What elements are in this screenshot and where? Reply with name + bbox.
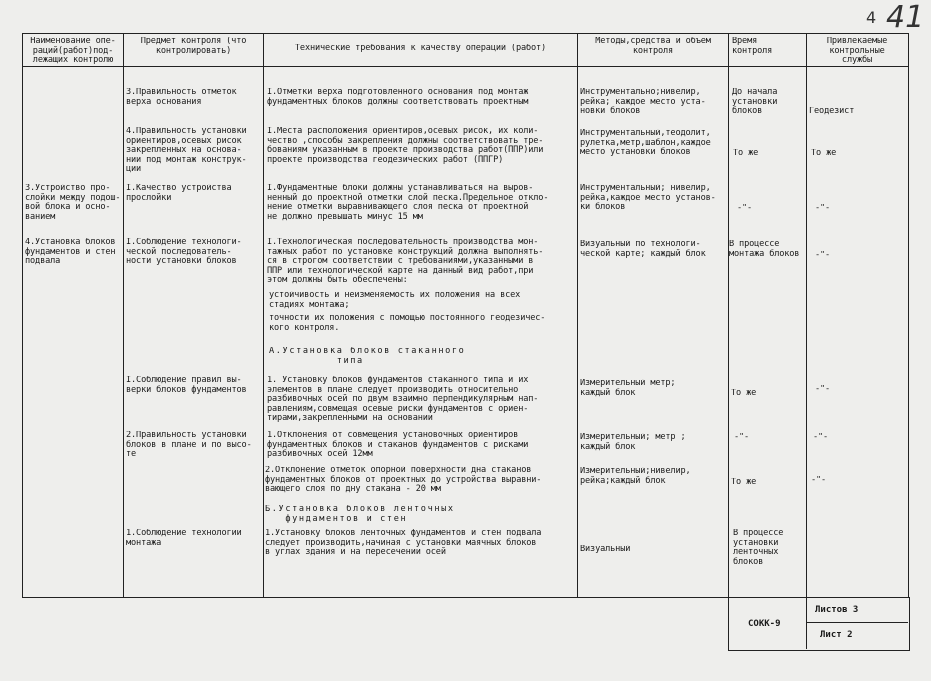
r6-service: -"- (813, 433, 829, 442)
r2-time: То же (733, 149, 759, 158)
r3-operation: 3.Устройство про- слойки между подош- вой блока и осно- ванием (25, 184, 121, 222)
r6-subject: 2.Правильность установки блоков в плане и по высо- те (126, 431, 252, 460)
r4-requirement: I.Технологическая последовательность производства мон- тажных работ по установке конструкций должна выполнять- ся в строгом соответствии с требованиями,указанными в ППР или технологической карте на данный вид работ,при этом должны быть обеспечены: (267, 238, 544, 286)
section-a-heading: А.Установка блоков стаканного типа (269, 347, 466, 366)
r5-subject: I.Соблюдение правил вы- верки блоков фундаментов (126, 376, 247, 395)
header-requirements: Технические требования к качеству операций (работ) (294, 44, 547, 53)
header-services: Привлекаемые контрольные службы (826, 37, 888, 66)
sheet-mark: 4 (866, 8, 877, 27)
section-b-heading: Б.Установка блоков ленточных фундаментов и стен (265, 505, 455, 524)
r2-service: То же (811, 149, 837, 158)
r4-requirement-3: точности их положения с помощью постоянного геодезичес- кого контроля. (269, 314, 546, 333)
header-operation: Наименование опе- раций(работ)под- лежащих контролю (30, 37, 116, 66)
r4-subject: I.Соблюдение технологи- ческой последователь- ности установки блоков (126, 238, 242, 267)
col-divider-0 (22, 33, 23, 597)
r8-method: Визуальный (580, 545, 631, 554)
r2-requirement: I.Места расположения ориентиров,осевых рисок, их коли- чество ,способы закрепления должны соответствовать тре- бованиям указанным в проекте производства работ(ППР)или проекте производства геодезических работ (ППГР) (267, 127, 544, 165)
header-bottom-border (22, 66, 908, 67)
col-divider-5 (806, 33, 807, 597)
col-divider-6 (908, 33, 909, 597)
r3-requirement: I.Фундаментные блоки должны устанавливаться на выров- ненный до проектной отметки слой песка.Предельное откло- нение отметки выравнивающего слоя песка от проектной не должно превышать минус 15 мм (267, 184, 549, 222)
r5-requirement: 1. Установку блоков фундаментов стаканного типа и их элементов в плане следует производить относительно разбивочных осей по двум взаимно перпендикулярным нап- равлениям,совмещая осевые риски фундаментов с ориен- тирами,закрепленными на основании (267, 376, 539, 424)
r4-operation: 4.Установка блоков фундаментов и стен подвала (25, 238, 116, 267)
r7-service: -"- (811, 476, 827, 485)
header-methods: Методы,средства и объем контроля (595, 37, 711, 56)
r7-time: То же (731, 478, 757, 487)
r3-subject: I.Качество устройства прослойки (126, 184, 232, 203)
r6-requirement: 1.Отклонения от совмещения установочных ориентиров фундаментных блоков и стаканов фундаментов с рисками разбивочных осей 12мм (267, 431, 529, 460)
r3-method: Инструментальный; нивелир, рейка,каждое место установ- ки блоков (580, 184, 716, 213)
header-time: Время контроля (732, 37, 773, 56)
r6-time: -"- (734, 433, 750, 442)
r2-method: Инструментальный,теодолит, рулетка,метр,шаблон,каждое место установки блоков (580, 129, 711, 158)
handwritten-sheet-number: 41 (886, 0, 925, 35)
r1-method: Инструментально;нивелир, рейка; каждое место уста- новки блоков (580, 88, 706, 117)
r7-method: Измерительный;нивелир, рейка;каждый блок (580, 467, 691, 486)
footer-code: СОКК-9 (748, 619, 781, 629)
col-divider-1 (123, 33, 124, 597)
r1-service: Геодезист (809, 107, 855, 116)
r1-requirement: I.Отметки верха подготовленного основания под монтаж фундаментных блоков должны соответствовать проектным (267, 88, 529, 107)
footer-sheets-total: Листов 3 (815, 605, 859, 615)
r3-service: -"- (815, 204, 831, 213)
r5-time: То же (731, 389, 757, 398)
header-subject: Предмет контроля (что контролировать) (140, 37, 247, 56)
footer-sheet-number: Лист 2 (820, 630, 853, 640)
r1-subject: 3.Правильность отметок верха основания (126, 88, 237, 107)
r3-time: -"- (737, 204, 753, 213)
footer-divider-h (806, 622, 908, 623)
table-top-border (22, 33, 908, 34)
r8-time: В процессе установки ленточных блоков (733, 529, 784, 567)
r8-requirement: 1.Установку блоков ленточных фундаментов и стен подвала следует производить,начиная с установки маячных блоков в углах здания и на пересечении осей (265, 529, 542, 558)
r2-subject: 4.Правильность установки ориентиров,осевых рисок закрепленных на основа- нии под монтаж конструк- ции (126, 127, 247, 175)
r4-requirement-2: устойчивость и неизменяемость их положения на всех стадиях монтажа; (269, 291, 521, 310)
footer-divider-v (806, 597, 807, 649)
r6-method: Измерительный; метр ; каждый блок (580, 433, 686, 452)
r1-time: До начала установки блоков (732, 88, 778, 117)
r4-method: Визуальный по технологи- ческой карте; каждый блок (580, 240, 706, 259)
r7-requirement: 2.Отклонение отметок опорной поверхности дна стаканов фундаментных блоков от проектных до устройства выравни- вающего слоя по дну стакана - 20 мм (265, 466, 542, 495)
r8-subject: 1.Соблюдение технологии монтажа (126, 529, 242, 548)
r5-method: Измерительный метр; каждый блок (580, 379, 676, 398)
r5-service: -"- (815, 385, 831, 394)
col-divider-4 (728, 33, 729, 597)
r4-service: -"- (815, 251, 831, 260)
r4-time: В процессе монтажа блоков (729, 240, 800, 259)
col-divider-3 (577, 33, 578, 597)
col-divider-2 (263, 33, 264, 597)
